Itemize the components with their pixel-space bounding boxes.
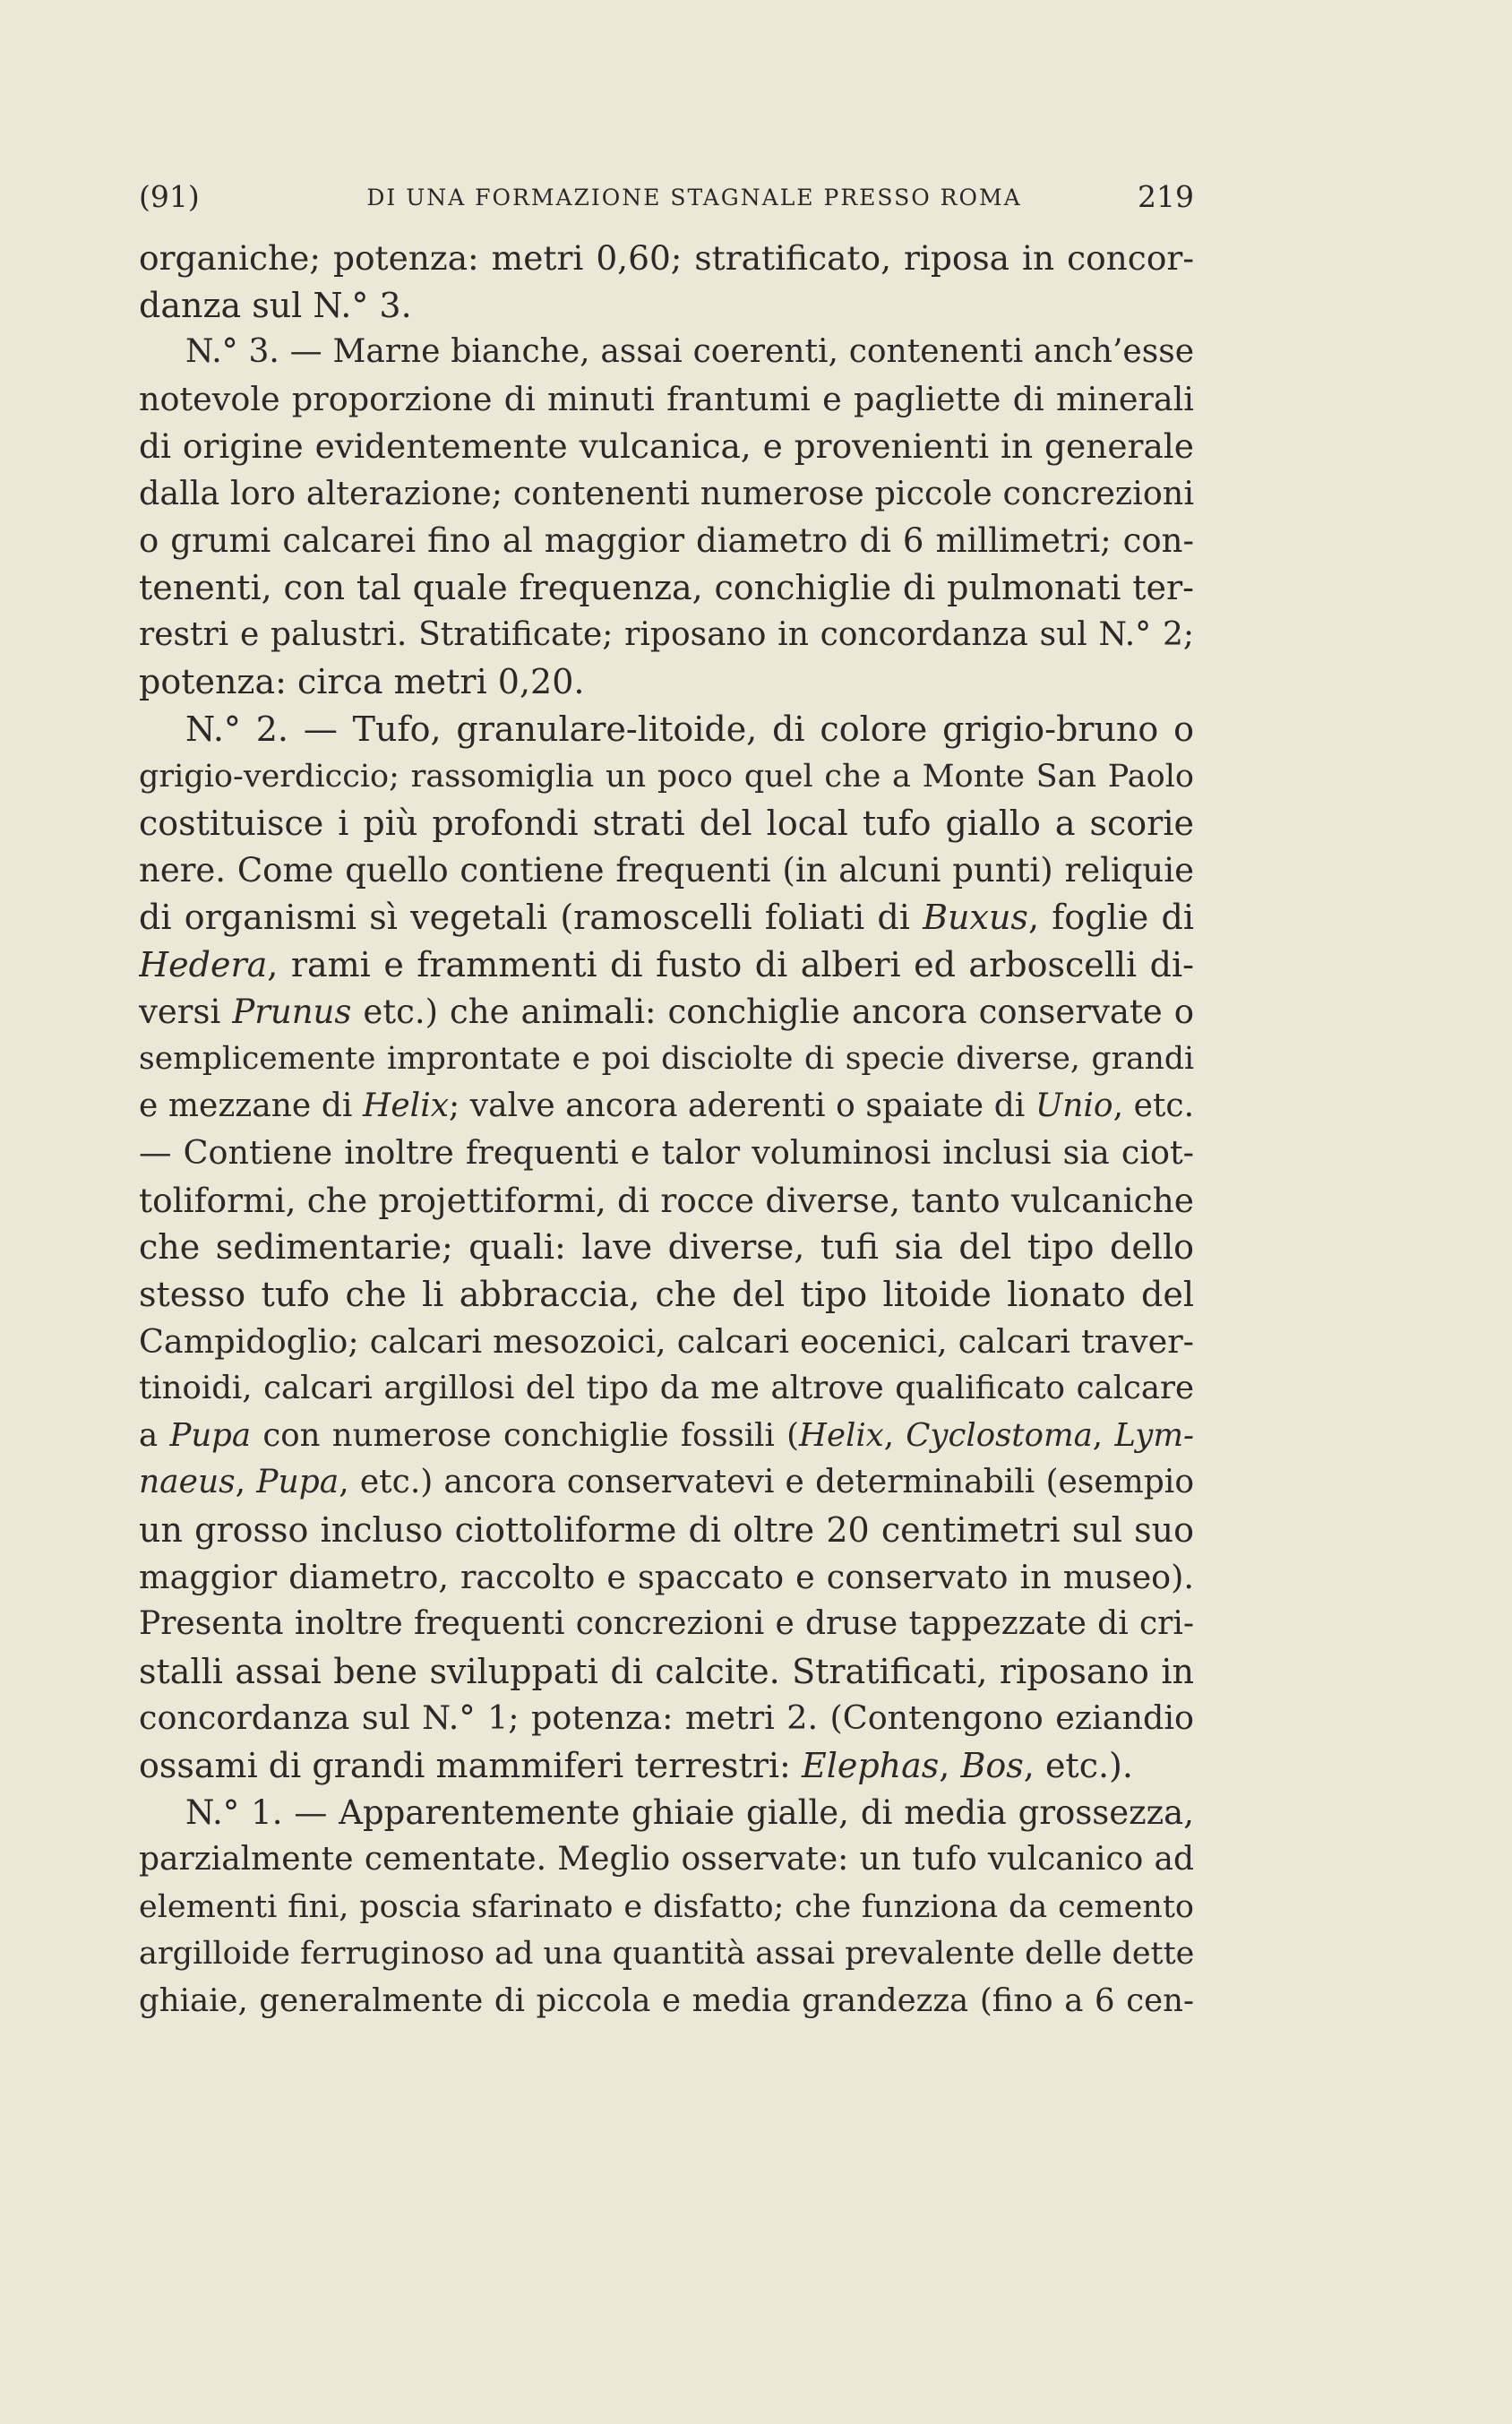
body-text xyxy=(139,235,1194,2025)
text-line: — Contiene inoltre frequenti e talor voluminosi inclusi sia ciot- xyxy=(139,1133,1194,1173)
text-line: danza sul N.° 3. xyxy=(139,285,412,325)
text-line: di organismi sì vegetali (ramoscelli foliati di Buxus, foglie di xyxy=(139,898,1194,938)
text-line: N.° 1. — Apparentemente ghiaie gialle, di media grossezza, xyxy=(185,1792,1194,1832)
text-line: e mezzane di Helix; valve ancora aderenti o spaiate di Unio, etc. xyxy=(139,1087,1194,1124)
text-line: tinoidi, calcari argillosi del tipo da me altrove qualificato calcare xyxy=(139,1370,1194,1407)
text-line: versi Prunus etc.) che animali: conchiglie ancora conservate o xyxy=(139,992,1194,1031)
page-ref-number: (91) xyxy=(139,179,200,214)
text-line: o grumi calcarei fino al maggior diametro di 6 millimetri; con- xyxy=(139,520,1194,560)
text-line: stesso tufo che li abbraccia, che del tipo litoide lionato del xyxy=(139,1275,1194,1315)
text-line: semplicemente improntate e poi disciolte di specie diverse, grandi xyxy=(139,1041,1194,1078)
text-line: organiche; potenza: metri 0,60; stratificato, riposa in concor- xyxy=(139,238,1194,278)
text-line: parzialmente cementate. Meglio osservate: un tufo vulcanico ad xyxy=(139,1841,1194,1878)
text-line: un grosso incluso ciottoliforme di oltre 20 centimetri sul suo xyxy=(139,1510,1194,1551)
text-line: ghiaie, generalmente di piccola e media grandezza (fino a 6 cen- xyxy=(139,1981,1194,2019)
text-line: nere. Come quello contiene frequenti (in alcuni punti) reliquie xyxy=(139,850,1194,890)
text-line: potenza: circa metri 0,20. xyxy=(139,662,585,702)
text-line: naeus, Pupa, etc.) ancora conservatevi e determinabili (esempio xyxy=(139,1464,1194,1501)
text-line: N.° 3. — Marne bianche, assai coerenti, contenenti anch’esse xyxy=(185,333,1194,371)
text-line: elementi fini, poscia sfarinato e disfatto; che funziona da cemento xyxy=(139,1888,1194,1925)
text-line: Presenta inoltre frequenti concrezioni e druse tappezzate di cri- xyxy=(139,1605,1194,1643)
text-line: Hedera, rami e frammenti di fusto di alberi ed arboscelli di- xyxy=(139,944,1194,984)
text-line: restri e palustri. Stratificate; riposano in concordanza sul N.° 2; xyxy=(139,615,1194,653)
text-line: dalla loro alterazione; contenenti numerose piccole concrezioni xyxy=(139,473,1194,512)
running-header xyxy=(139,179,1194,233)
text-line: costituisce i più profondi strati del local tufo giallo a scorie xyxy=(139,804,1194,844)
text-line: tenenti, con tal quale frequenza, conchiglie di pulmonati ter- xyxy=(139,568,1194,608)
text-line: stalli assai bene sviluppati di calcite. Stratificati, riposano in xyxy=(139,1651,1194,1691)
text-line: di origine evidentemente vulcanica, e provenienti in generale xyxy=(139,426,1194,467)
text-line: a Pupa con numerose conchiglie fossili (Helix, Cyclostoma, Lym- xyxy=(139,1416,1194,1454)
page-number: 219 xyxy=(1138,179,1194,214)
text-line: argilloide ferruginoso ad una quantità assai prevalente delle dette xyxy=(139,1936,1194,1973)
text-line: grigio-verdiccio; rassomiglia un poco quel che a Monte San Paolo xyxy=(139,758,1194,795)
running-title: DI UNA FORMAZIONE STAGNALE PRESSO ROMA xyxy=(366,185,1022,211)
text-line: toliformi, che projettiformi, di rocce diverse, tanto vulcaniche xyxy=(139,1180,1194,1220)
text-line: notevole proporzione di minuti frantumi e pagliette di minerali xyxy=(139,379,1194,418)
text-line: maggior diametro, raccolto e spaccato e conservato in museo). xyxy=(139,1557,1194,1596)
text-line: N.° 2. — Tufo, granulare-litoide, di colore grigio-bruno o xyxy=(185,709,1194,749)
text-line: concordanza sul N.° 1; potenza: metri 2. (Contengono eziandio xyxy=(139,1698,1194,1738)
text-line: ossami di grandi mammiferi terrestri: Elephas, Bos, etc.). xyxy=(139,1746,1133,1785)
text-line: che sedimentarie; quali: lave diverse, tufi sia del tipo dello xyxy=(139,1227,1194,1268)
text-line: Campidoglio; calcari mesozoici, calcari eocenici, calcari traver- xyxy=(139,1321,1194,1361)
